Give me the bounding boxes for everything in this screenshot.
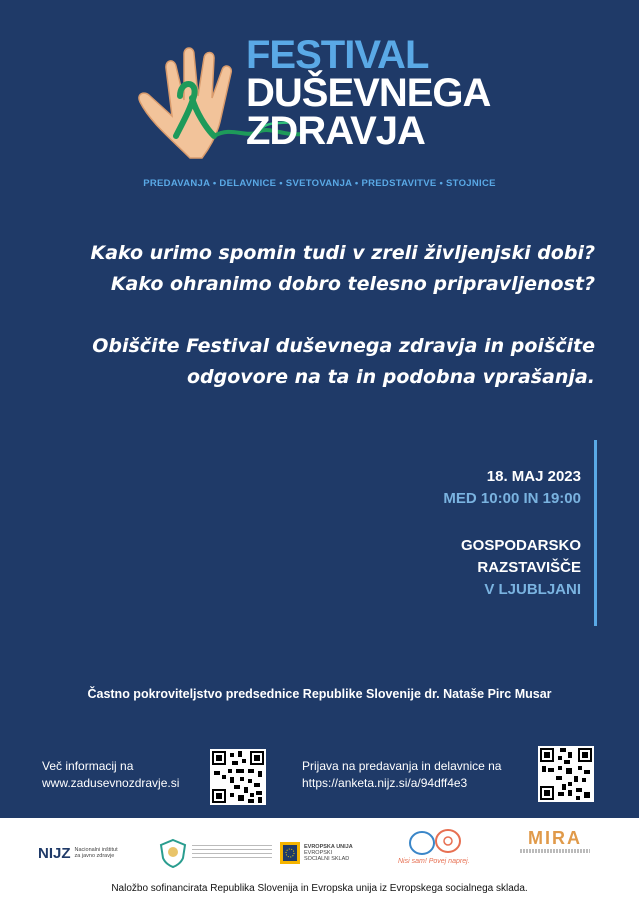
program-logo-text-lines — [192, 845, 272, 861]
mira-subtext-lines — [520, 849, 590, 853]
mira-logo — [520, 828, 590, 878]
event-date: 18. MAJ 2023 — [486, 468, 581, 485]
program-logo — [158, 828, 272, 878]
festival-title — [246, 33, 491, 153]
question-block-2 — [92, 331, 595, 393]
question-block-1 — [90, 238, 595, 300]
title-line-2: DUŠEVNEGA — [246, 71, 491, 115]
registration-label: Prijava na predavanja in delavnice na — [302, 759, 502, 773]
event-date-block — [443, 466, 581, 510]
nijz-text-line: Nacionalni inštitut — [74, 847, 118, 853]
tagline: PREDAVANJA • DELAVNICE • SVETOVANJA • PREDSTAVITVE • STOJNICE — [143, 178, 496, 189]
nijz-logo — [38, 828, 118, 878]
eu-text-line: EVROPSKA UNIJA — [304, 844, 353, 850]
eu-text — [304, 844, 353, 862]
funding-note: Naložbo sofinancirata Republika Slovenija in Evropska unija iz Evropskega socialnega sklada. — [111, 883, 528, 894]
event-time: MED 10:00 IN 19:00 — [443, 490, 581, 507]
qr-code-icon[interactable] — [538, 746, 594, 802]
invite-line: odgovore na ta in podobna vprašanja. — [186, 366, 595, 388]
event-place-line-3: V LJUBLJANI — [484, 581, 581, 598]
qr-code-icon[interactable] — [210, 749, 266, 805]
nijz-text — [75, 847, 118, 859]
eu-flag-icon — [280, 842, 300, 864]
sponsor-logos — [0, 828, 639, 880]
registration-info — [302, 758, 501, 792]
event-place-block — [461, 535, 581, 601]
more-info-label: Več informacij na — [42, 759, 134, 773]
nijz-mark: NIJZ — [38, 844, 71, 862]
event-place-line-1: GOSPODARSKO — [460, 537, 581, 554]
question-line: Kako urimo spomin tudi v zreli življenjski dobi? — [90, 242, 595, 264]
registration-link[interactable]: https://anketa.nijz.si/a/94dff4e3 — [302, 776, 468, 790]
mira-mark: MIRA — [528, 828, 582, 848]
eu-logo — [280, 828, 353, 878]
nisi-sam-text: Nisi sam! Povej naprej. — [398, 858, 470, 865]
event-place-line-2: RAZSTAVIŠČE — [477, 559, 581, 576]
shield-icon — [158, 838, 188, 868]
more-info — [42, 758, 179, 792]
question-line: Kako ohranimo dobro telesno pripravljenost? — [110, 273, 595, 295]
title-line-3: ZDRAVJA — [246, 109, 425, 153]
nisi-sam-logo — [398, 828, 470, 878]
invite-line: Obiščite Festival duševnega zdravja in poiščite — [92, 335, 595, 357]
more-info-link[interactable]: www.zadusevnozdravje.si — [42, 776, 180, 790]
eu-text-line: EVROPSKI — [304, 850, 333, 856]
eu-text-line: SOCIALNI SKLAD — [304, 856, 350, 862]
title-line-1: FESTIVAL — [246, 33, 429, 77]
patronage-text: Častno pokroviteljstvo predsednice Republike Slovenije dr. Nataše Pirc Musar — [87, 687, 552, 701]
vertical-divider — [594, 440, 597, 626]
nijz-text-line: za javno zdravje — [74, 853, 115, 859]
speech-bubbles-icon — [404, 828, 464, 858]
